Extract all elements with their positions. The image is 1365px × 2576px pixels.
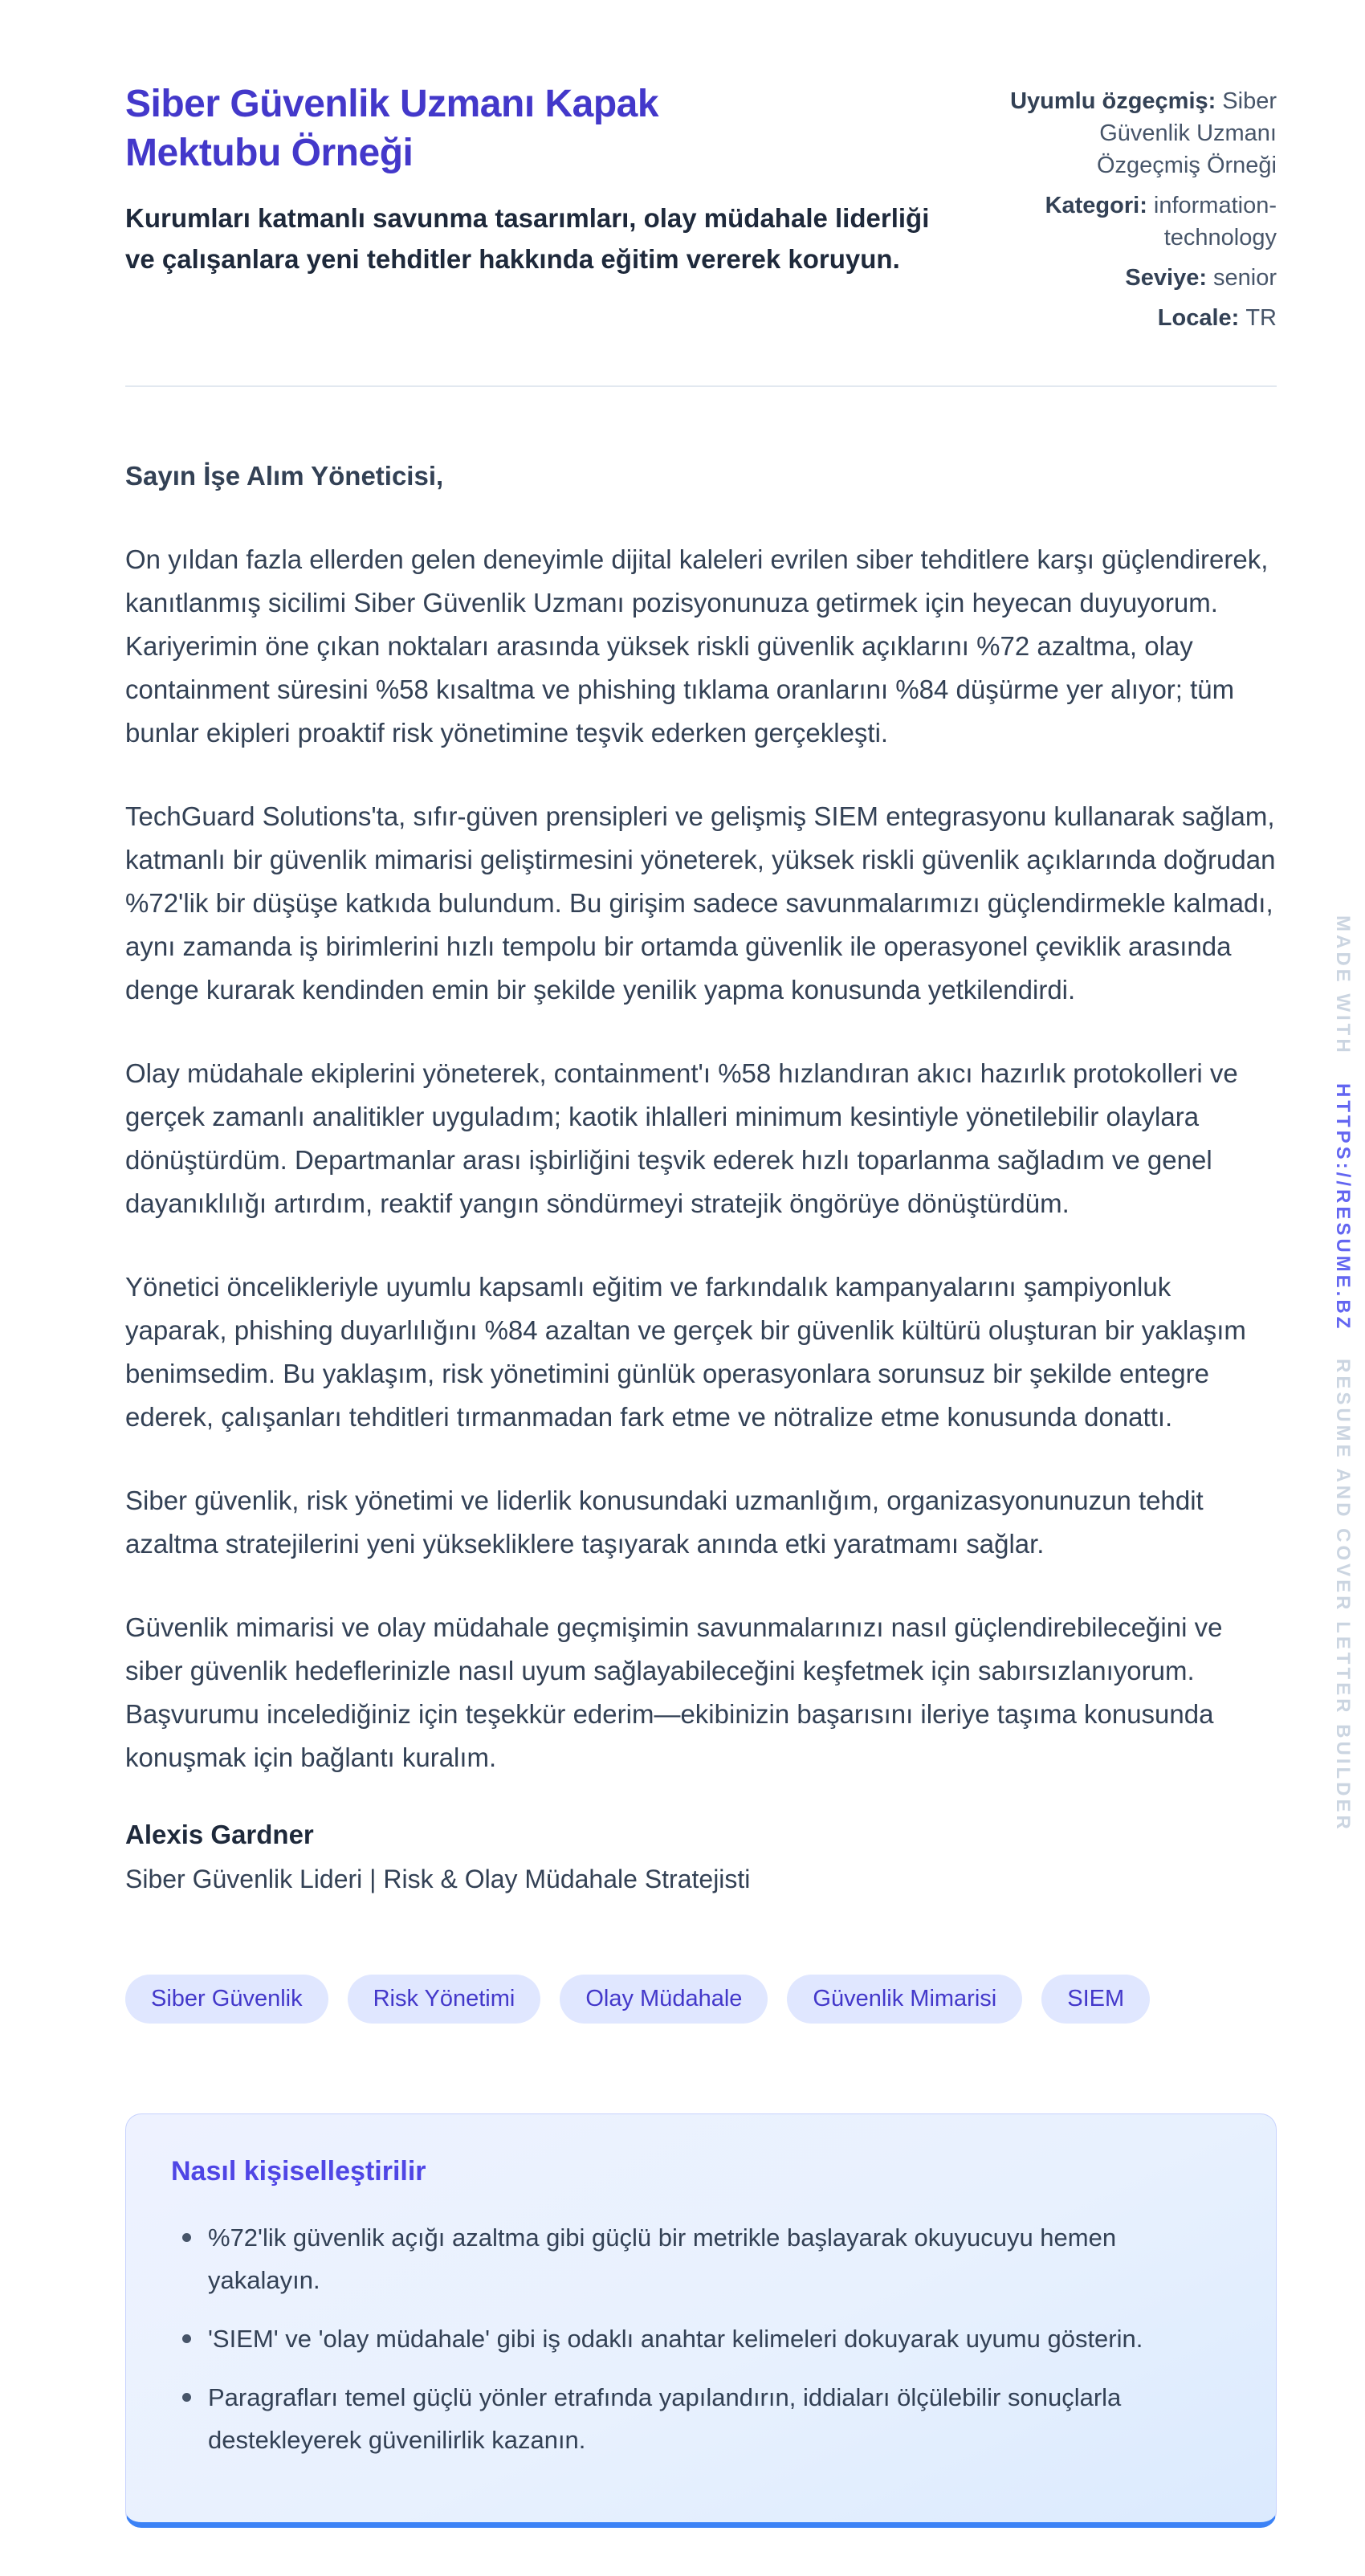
letter-paragraph: On yıldan fazla ellerden gelen deneyimle dijital kaleleri evrilen siber tehditlere karşı güçlendirerek, kanıtlanmış sicilimi Siber Güvenlik Uzmanı pozisyonunuza getirmek için heyecan duyuyorum. Kariyerimin öne çıkan noktaları arasında yüksek riskli güvenlik açıklarını %72 azaltma, olay containment süresini %58 kısaltma ve phishing tıklama oranlarını %84 düşürme yer alıyor; tüm bunlar ekipleri proaktif risk yönetimine teşvik ederken gerçekleşti. <box>125 544 1269 748</box>
personalization-tips-card <box>125 2113 1277 2528</box>
meta-row-locale <box>996 302 1277 334</box>
letter-paragraph: Olay müdahale ekiplerini yöneterek, containment'ı %58 hızlandıran akıcı hazırlık protokolleri ve gerçek zamanlı analitikler uyguladım; kaotik ihlalleri minimum kesintiyle yönetilebilir olaylara dönüştürdüm. Departmanlar arası işbirliğini teşvik ederek hızlı toparlanma sağladım ve genel dayanıklılığı artırdım, reaktif yangın söndürmeyi stratejik öngörüye dönüştürdüm. <box>125 1058 1238 1219</box>
letter-paragraph: Güvenlik mimarisi ve olay müdahale geçmişimin savunmalarınızı nasıl güçlendirebileceğini ve siber güvenlik hedeflerinizle nasıl uyum sağlayabileceğini keşfetmek için sabırsızlanıyorum. Başvurumu incelediğiniz için teşekkür ederim—ekibinizin başarısını ileriye taşıma konusunda konuşmak için bağlantı kuralım. <box>125 1612 1223 1773</box>
signature-name: Alexis Gardner <box>125 1820 314 1850</box>
tip-item: 'SIEM' ve 'olay müdahale' gibi iş odaklı anahtar kelimeleri dokuyarak uyumu gösterin. <box>171 2317 1199 2360</box>
watermark-suffix: RESUME AND COVER LETTER BUILDER <box>1332 1359 1354 1832</box>
header-title-block <box>125 80 947 279</box>
meta-value: information-technology <box>1153 193 1277 251</box>
watermark-prefix: MADE WITH <box>1332 915 1354 1056</box>
tips-title: Nasıl kişiselleştirilir <box>171 2156 426 2187</box>
letter-paragraph: Yönetici öncelikleriyle uyumlu kapsamlı eğitim ve farkındalık kampanyalarını şampiyonluk yaparak, phishing duyarlılığını %84 azaltan ve gerçek bir güvenlik kültürü oluşturan bir yaklaşım benimsedim. Bu yaklaşım, risk yönetimini günlük operasyonlara sorunsuz bir şekilde entegre ederek, çalışanları tehditleri tırmanmadan fark etme ve nötralize etme konusunda donattı. <box>125 1272 1246 1433</box>
page-title: Siber Güvenlik Uzmanı Kapak Mektubu Örneği <box>125 83 659 174</box>
tip-item: %72'lik güvenlik açığı azaltma gibi güçlü bir metrikle başlayarak okuyucuyu hemen yakalayın. <box>171 2216 1199 2301</box>
meta-value: Siber Güvenlik Uzmanı Özgeçmiş Örneği <box>1096 88 1277 179</box>
header-divider <box>125 385 1277 387</box>
tag-risk-yonetimi: Risk Yönetimi <box>348 1975 541 2024</box>
tip-item: Paragrafları temel güçlü yönler etrafında yapılandırın, iddiaları ölçülebilir sonuçlarla destekleyerek güvenilirlik kazanın. <box>171 2376 1199 2461</box>
signature-title: Siber Güvenlik Lideri | Risk & Olay Müdahale Stratejisti <box>125 1865 751 1894</box>
tag-guvenlik-mimarisi: Güvenlik Mimarisi <box>787 1975 1022 2024</box>
cover-letter-body <box>125 454 1277 1894</box>
tag-siem: SIEM <box>1041 1975 1150 2024</box>
signature-block <box>125 1820 1277 1894</box>
meta-label: Uyumlu özgeçmiş: <box>1010 88 1216 114</box>
tag-siber-guvenlik: Siber Güvenlik <box>125 1975 328 2024</box>
meta-row-category <box>996 190 1277 254</box>
letter-paragraph: Siber güvenlik, risk yönetimi ve liderlik konusundaki uzmanlığım, organizasyonunuzun tehdit azaltma stratejilerini yeni yüksekliklere taşıyarak anında etki yaratmamı sağlar. <box>125 1486 1204 1559</box>
meta-value: senior <box>1213 265 1277 291</box>
meta-label: Locale: <box>1157 305 1240 332</box>
header-meta <box>996 80 1277 342</box>
meta-row-matching-resume <box>996 85 1277 181</box>
tag-olay-mudahale: Olay Müdahale <box>560 1975 768 2024</box>
keyword-tags <box>125 1975 1277 2024</box>
meta-row-level <box>996 262 1277 294</box>
meta-label: Kategori: <box>1045 193 1147 219</box>
made-with-watermark <box>1331 915 1354 1860</box>
page-header <box>125 80 1277 342</box>
letter-paragraph: TechGuard Solutions'ta, sıfır-güven prensipleri ve gelişmiş SIEM entegrasyonu kullanarak sağlam, katmanlı bir güvenlik mimarisi geliştirmesini yöneterek, yüksek riskli güvenlik açıklarında doğrudan %72'lik bir düşüşe katkıda bulundum. Bu girişim sadece savunmalarımızı güçlendirmekle kalmadı, aynı zamanda iş birimlerini hızlı tempolu bir ortamda güvenlik ile operasyonel çeviklik arasında denge kurarak kendinden emin bir şekilde yenilik yapma konusunda yetkilendirdi. <box>125 801 1276 1005</box>
page-subtitle: Kurumları katmanlı savunma tasarımları, olay müdahale liderliği ve çalışanlara yeni tehditler hakkında eğitim vererek koruyun. <box>125 202 930 275</box>
resume-bz-link[interactable]: HTTPS://RESUME.BZ <box>1332 1082 1354 1331</box>
meta-label: Seviye: <box>1125 265 1207 291</box>
salutation: Sayın İşe Alım Yöneticisi, <box>125 461 444 491</box>
meta-value: TR <box>1245 305 1277 332</box>
tips-list <box>171 2216 1231 2461</box>
